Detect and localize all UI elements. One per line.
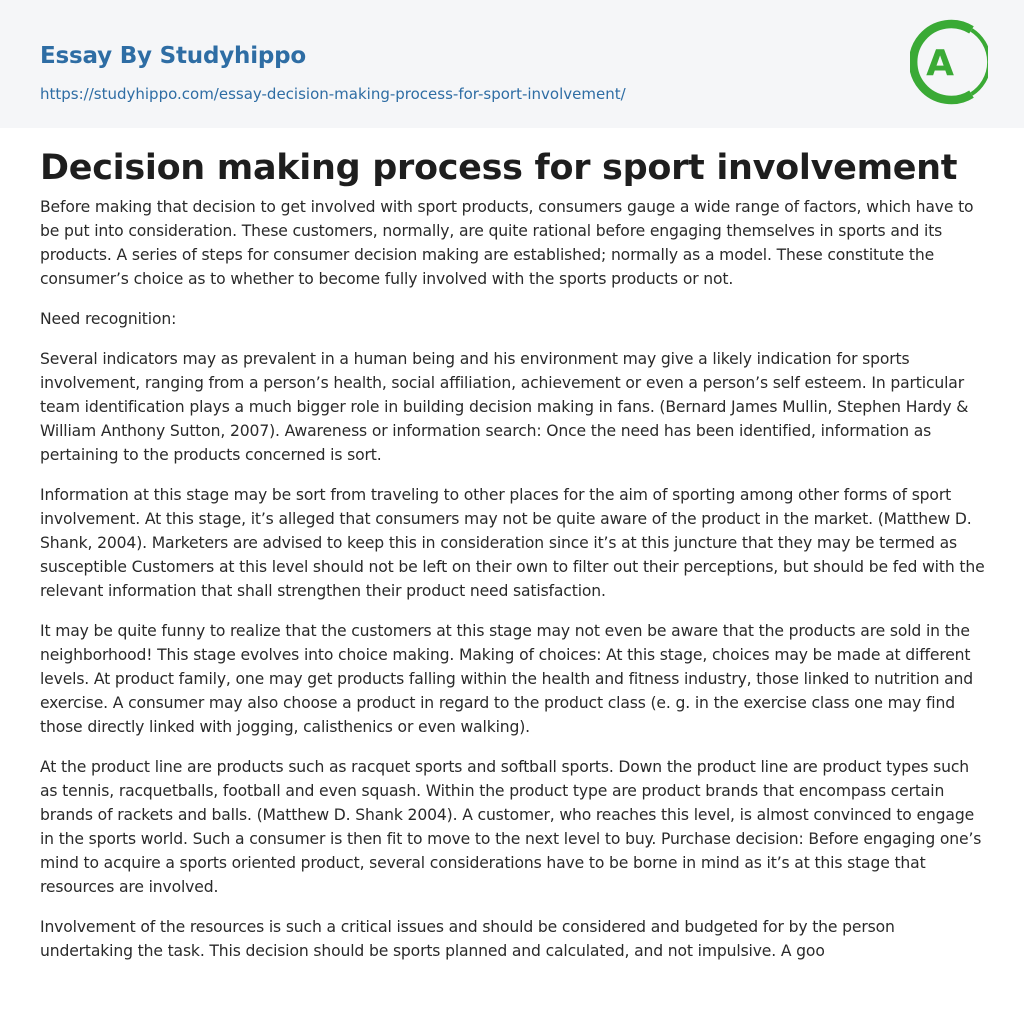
- paragraph-choices: It may be quite funny to realize that the customers at this stage may not even be aware that the products are sold in the neighborhood! This stage evolves into choice making. Making of choices: At this stage, choices may be made at different levels. At product family, one may get products falling within the health and fitness industry, those linked to nutrition and exercise. A consumer may also choose a product in regard to the product class (e. g. in the exercise class one may find those directly linked with jogging, calisthenics or even walking).: [40, 622, 974, 736]
- essay-url-link[interactable]: https://studyhippo.com/essay-decision-making-process-for-sport-involvement/: [40, 85, 626, 103]
- paragraph-resources: Involvement of the resources is such a critical issues and should be considered and budgeted for by the person undertaking the task. This decision should be sports planned and calculated, and not impulsive. A goo: [40, 918, 895, 960]
- paragraph-information: Information at this stage may be sort from traveling to other places for the aim of sporting among other forms of sport involvement. At this stage, it’s alleged that consumers may not be quite aware of the product in the market. (Matthew D. Shank, 2004). Marketers are advised to keep this in consideration since it’s at this juncture that they may be termed as susceptible Customers at this level should not be left on their own to filter out their perceptions, but should be fed with the relevant information that shall strengthen their product need satisfaction.: [40, 486, 985, 600]
- paragraph-intro: Before making that decision to get involved with sport products, consumers gauge a wide range of factors, which have to be put into consideration. These customers, normally, are quite rational before engaging themselves in sports and its products. A series of steps for consumer decision making are established; normally as a model. These constitute the consumer’s choice as to whether to become fully involved with the sports products or not.: [40, 198, 974, 288]
- logo-letter: A: [926, 43, 954, 84]
- article: [40, 145, 988, 979]
- studyhippo-logo-icon[interactable]: [910, 18, 988, 106]
- site-header: [0, 0, 1024, 128]
- article-title: Decision making process for sport involvement: [40, 148, 958, 188]
- paragraph-need-recognition-heading: Need recognition:: [40, 310, 177, 328]
- site-title[interactable]: Essay By Studyhippo: [40, 43, 307, 69]
- paragraph-indicators: Several indicators may as prevalent in a human being and his environment may give a likely indication for sports involvement, ranging from a person’s health, social affiliation, achievement or even a person’s self esteem. In particular team identification plays a much bigger role in building decision making in fans. (Bernard James Mullin, Stephen Hardy & William Anthony Sutton, 2007). Awareness or information search: Once the need has been identified, information as pertaining to the products concerned is sort.: [40, 350, 969, 464]
- paragraph-product-line: At the product line are products such as racquet sports and softball sports. Down the product line are product types such as tennis, racquetballs, football and even squash. Within the product type are product brands that encompass certain brands of rackets and balls. (Matthew D. Shank 2004). A customer, who reaches this level, is almost convinced to engage in the sports world. Such a consumer is then fit to move to the next level to buy. Purchase decision: Before engaging one’s mind to acquire a sports oriented product, several considerations have to be borne in mind as it’s at this stage that resources are involved.: [40, 758, 982, 896]
